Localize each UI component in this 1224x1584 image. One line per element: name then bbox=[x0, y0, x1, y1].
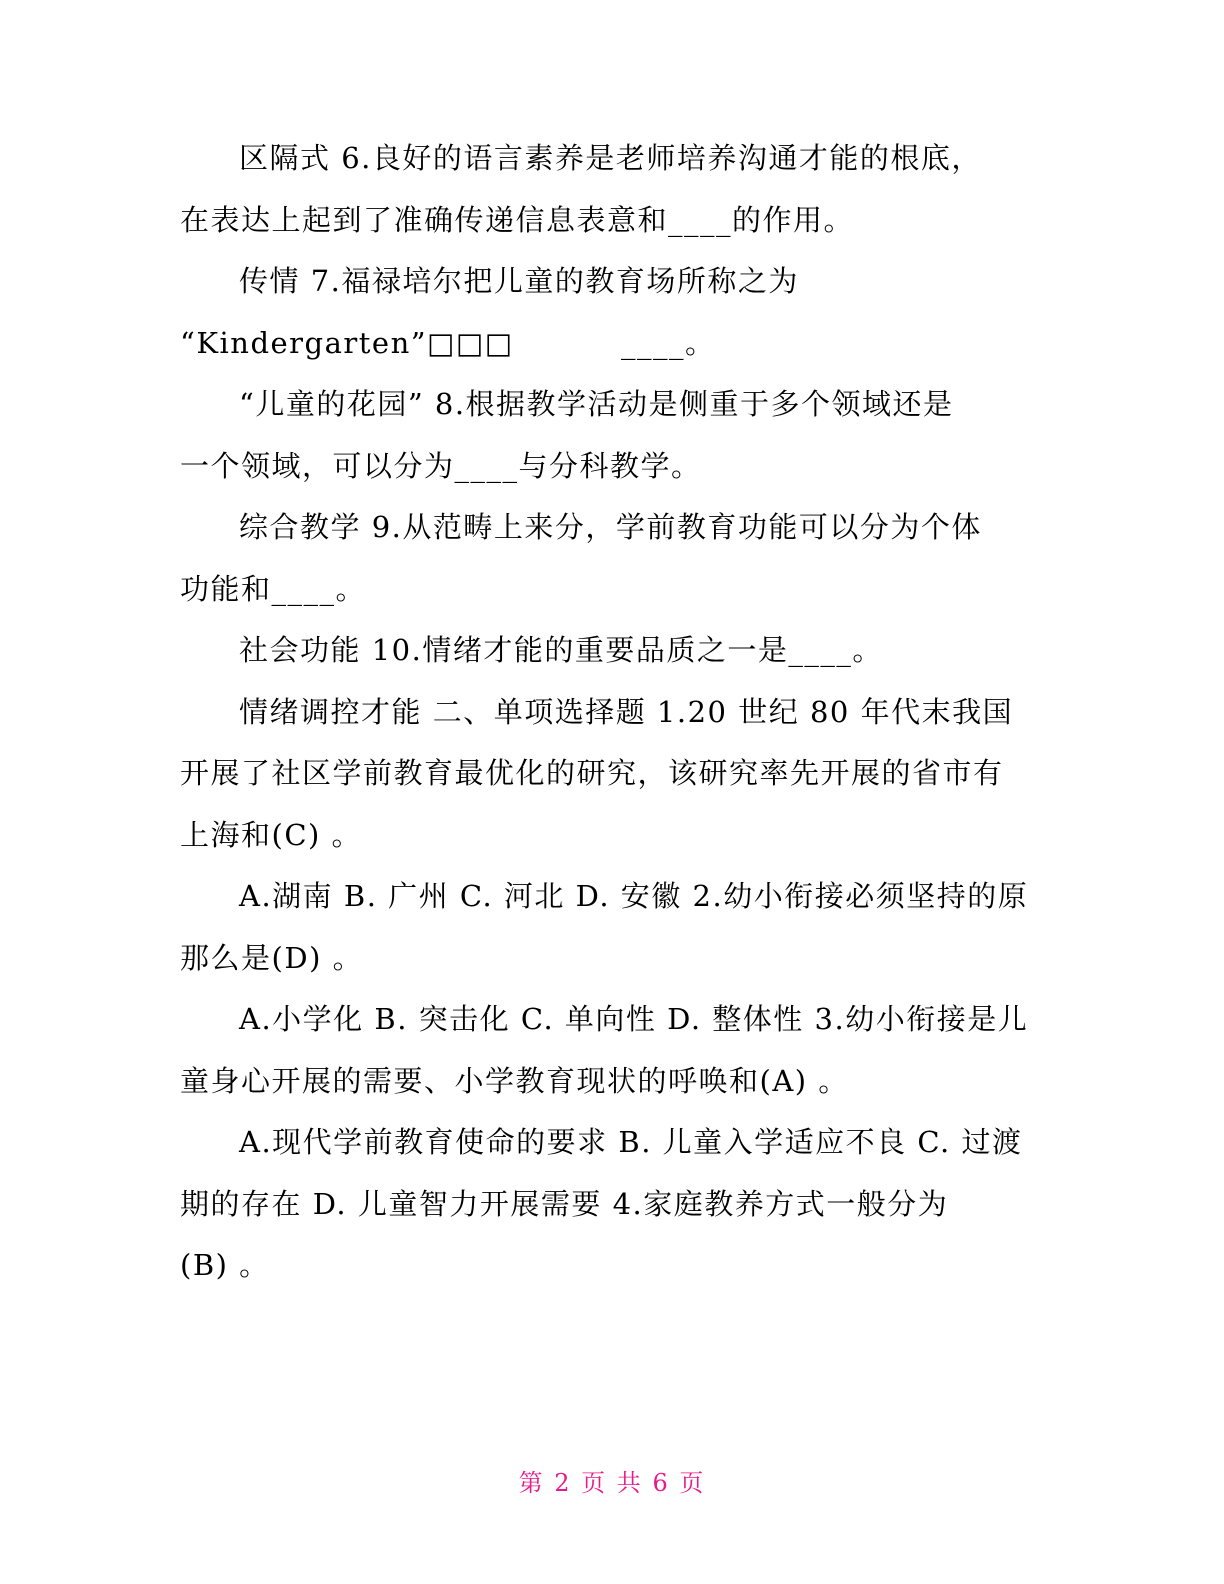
paragraph-q6 bbox=[180, 128, 1040, 251]
text-line: 功能和____。 bbox=[180, 571, 367, 606]
paragraph-choice-1 bbox=[180, 682, 1040, 867]
text-line: 期的存在 D. 儿童智力开展需要 4.家庭教养方式一般分为 bbox=[180, 1186, 949, 1221]
page-number-footer: 第 2 页 共 6 页 bbox=[518, 1469, 706, 1497]
text-line: 童身心开展的需要、小学教育现状的呼唤和(A) 。 bbox=[180, 1063, 849, 1098]
paragraph-choice-2 bbox=[180, 866, 1040, 989]
text-line: “Kindergarten”□□□ ____。 bbox=[180, 325, 716, 360]
paragraph-q10 bbox=[180, 620, 1040, 682]
paragraph-q7 bbox=[180, 251, 1040, 374]
text-line: (B) 。 bbox=[180, 1248, 270, 1282]
document-body bbox=[180, 128, 1040, 1297]
text-line: 在表达上起到了准确传递信息表意和____的作用。 bbox=[180, 202, 855, 237]
text-line: 传情 7.福禄培尔把儿童的教育场所称之为 bbox=[239, 264, 799, 298]
text-line: 区隔式 6.良好的语言素养是老师培养沟通才能的根底， bbox=[239, 141, 982, 175]
text-line: 开展了社区学前教育最优化的研究，该研究率先开展的省市有 bbox=[180, 756, 1004, 790]
text-line: A.湖南 B. 广州 C. 河北 D. 安徽 2.幼小衔接必须坚持的原 bbox=[239, 879, 1029, 913]
text-line: 综合教学 9.从范畴上来分，学前教育功能可以分为个体 bbox=[239, 510, 982, 544]
text-line: 上海和(C) 。 bbox=[180, 817, 363, 852]
text-line: 情绪调控才能 二、单项选择题 1.20 世纪 80 年代末我国 bbox=[239, 694, 1014, 729]
paragraph-q9 bbox=[180, 497, 1040, 620]
text-line: A.现代学前教育使命的要求 B. 儿童入学适应不良 C. 过渡 bbox=[239, 1125, 1023, 1159]
text-line: “儿童的花园” 8.根据教学活动是侧重于多个领域还是 bbox=[239, 387, 954, 421]
text-line: 社会功能 10.情绪才能的重要品质之一是____。 bbox=[239, 633, 883, 667]
text-line: 那么是(D) 。 bbox=[180, 940, 364, 975]
paragraph-choice-3 bbox=[180, 989, 1040, 1112]
paragraph-choice-4 bbox=[180, 1112, 1040, 1297]
paragraph-q8 bbox=[180, 374, 1040, 497]
text-line: 一个领域，可以分为____与分科教学。 bbox=[180, 448, 702, 483]
text-line: A.小学化 B. 突击化 C. 单向性 D. 整体性 3.幼小衔接是儿 bbox=[239, 1002, 1029, 1036]
